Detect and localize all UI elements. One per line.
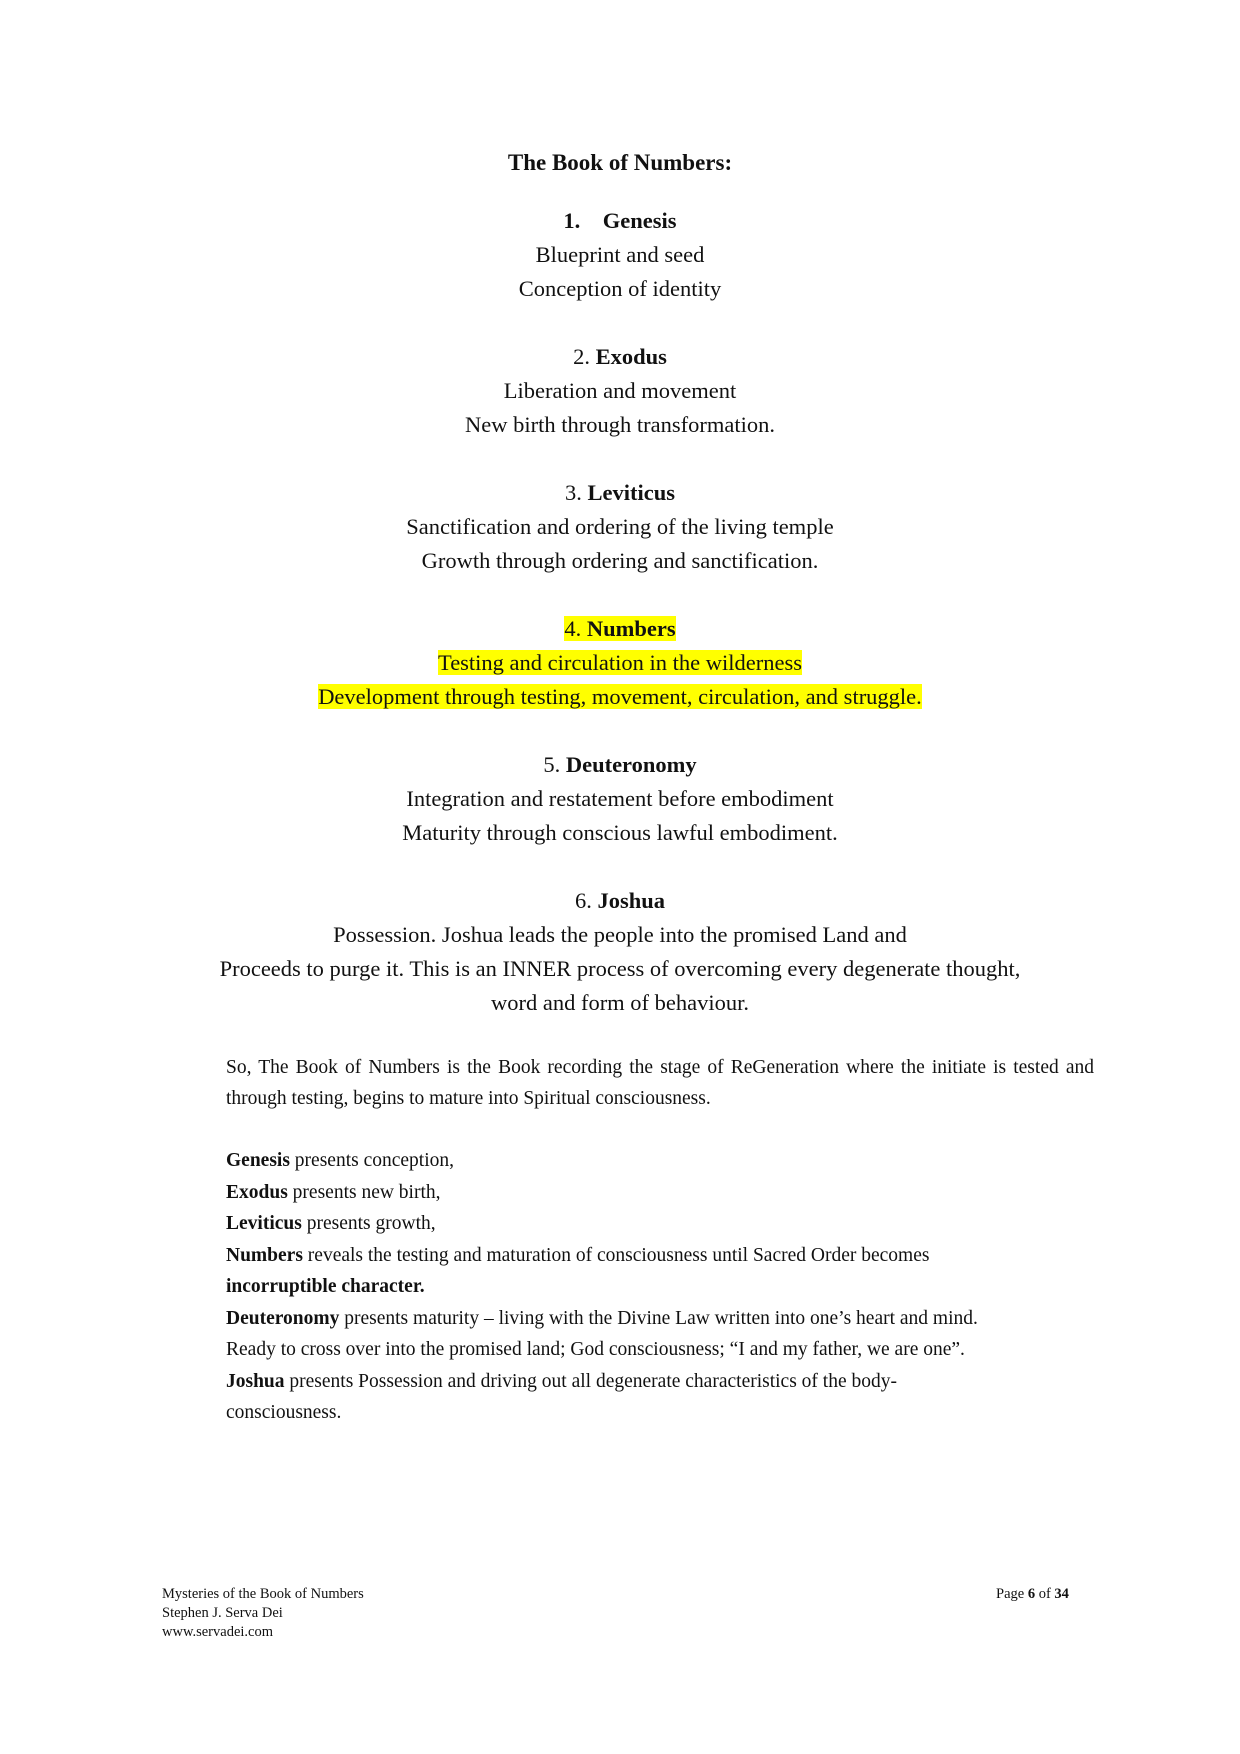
book-line: Sanctification and ordering of the living temple <box>406 514 834 539</box>
book-line-wrap <box>0 680 1240 714</box>
summary-paragraph: So, The Book of Numbers is the Book recording the stage of ReGeneration where the initiate is tested and through testing, begins to mature into Spiritual consciousness. <box>226 1057 1094 1109</box>
list-term: Joshua <box>226 1370 285 1392</box>
book-line: word and form of behaviour. <box>490 990 750 1015</box>
book-entry-joshua <box>0 884 1240 1020</box>
list-term: Leviticus <box>226 1213 302 1234</box>
list-item <box>226 1303 1126 1335</box>
list-item <box>226 1208 1126 1240</box>
book-line: Testing and circulation in the wilderness <box>438 650 802 675</box>
book-entry-leviticus <box>0 476 1240 578</box>
list-item <box>226 1145 1126 1177</box>
book-name: Numbers <box>586 616 676 641</box>
list-emphasis: incorruptible character. <box>226 1276 425 1297</box>
book-heading <box>0 612 1240 646</box>
list-text: reveals the testing and maturation of consciousness until Sacred Order becomes <box>302 1244 930 1266</box>
list-item <box>226 1366 1126 1398</box>
book-line: Liberation and movement <box>503 378 737 403</box>
list-term: Deuteronomy <box>226 1307 340 1329</box>
book-name: Joshua <box>597 888 666 913</box>
book-name: Deuteronomy <box>565 752 697 777</box>
book-entry-exodus <box>0 340 1240 442</box>
list-item-continuation: consciousness. <box>226 1402 342 1423</box>
book-line: New birth through transformation. <box>465 412 775 437</box>
book-line: Proceeds to purge it. This is an INNER process of overcoming every degenerate thought, <box>219 956 1021 981</box>
book-name: Leviticus <box>587 480 675 505</box>
book-line-wrap <box>0 646 1240 680</box>
page-current: 6 <box>1027 1586 1036 1602</box>
book-number: 5. <box>543 752 561 777</box>
page-of: of <box>1035 1586 1055 1602</box>
book-number: 2. <box>573 344 590 369</box>
book-line: Development through testing, movement, circulation, and struggle. <box>318 684 922 709</box>
book-name: Genesis <box>602 208 677 233</box>
page-title: The Book of Numbers: <box>507 150 733 175</box>
page-number <box>996 1585 1069 1604</box>
book-entry-numbers <box>0 612 1240 714</box>
book-line: Possession. Joshua leads the people into the promised Land and <box>333 922 907 947</box>
list-item-continuation: Ready to cross over into the promised land; God consciousness; “I and my father, we are one”. <box>226 1339 965 1360</box>
book-number: 1. <box>563 208 581 233</box>
footer-author: Stephen J. Serva Dei <box>162 1605 283 1621</box>
book-line: Blueprint and seed <box>535 242 705 267</box>
list-text: presents conception, <box>289 1150 454 1171</box>
list-text: presents Possession and driving out all degenerate characteristics of the body- <box>284 1370 897 1392</box>
list-item <box>226 1240 1126 1272</box>
list-text: presents growth, <box>301 1213 436 1234</box>
highlight <box>564 616 675 641</box>
list-item <box>226 1177 1126 1209</box>
book-heading <box>0 476 1240 510</box>
book-heading <box>0 748 1240 782</box>
book-heading <box>0 340 1240 374</box>
book-number: 6. <box>574 888 592 913</box>
book-number: 4. <box>564 616 582 641</box>
book-entry-genesis <box>0 204 1240 306</box>
list-term: Numbers <box>226 1244 303 1266</box>
book-line: Maturity through conscious lawful embodiment. <box>402 820 838 845</box>
list-term: Exodus <box>226 1181 288 1203</box>
book-summary-list <box>226 1145 1126 1429</box>
book-heading <box>0 884 1240 918</box>
list-text: presents maturity – living with the Divine Law written into one’s heart and mind. <box>339 1307 978 1329</box>
book-name: Exodus <box>595 344 667 369</box>
list-term: Genesis <box>226 1150 290 1171</box>
book-line: Growth through ordering and sanctification. <box>421 548 819 573</box>
list-text: presents new birth, <box>287 1181 441 1203</box>
books-list <box>0 204 1240 1020</box>
page-label: Page <box>996 1586 1028 1602</box>
book-line: Conception of identity <box>518 276 722 301</box>
footer-website: www.servadei.com <box>162 1624 273 1640</box>
footer-info <box>162 1585 364 1642</box>
list-item-continuation <box>226 1271 1126 1303</box>
book-entry-deuteronomy <box>0 748 1240 850</box>
footer-title: Mysteries of the Book of Numbers <box>162 1586 364 1602</box>
book-heading <box>0 204 1240 238</box>
book-number: 3. <box>565 480 582 505</box>
book-line: Integration and restatement before embodiment <box>406 786 834 811</box>
page-total: 34 <box>1054 1586 1069 1602</box>
